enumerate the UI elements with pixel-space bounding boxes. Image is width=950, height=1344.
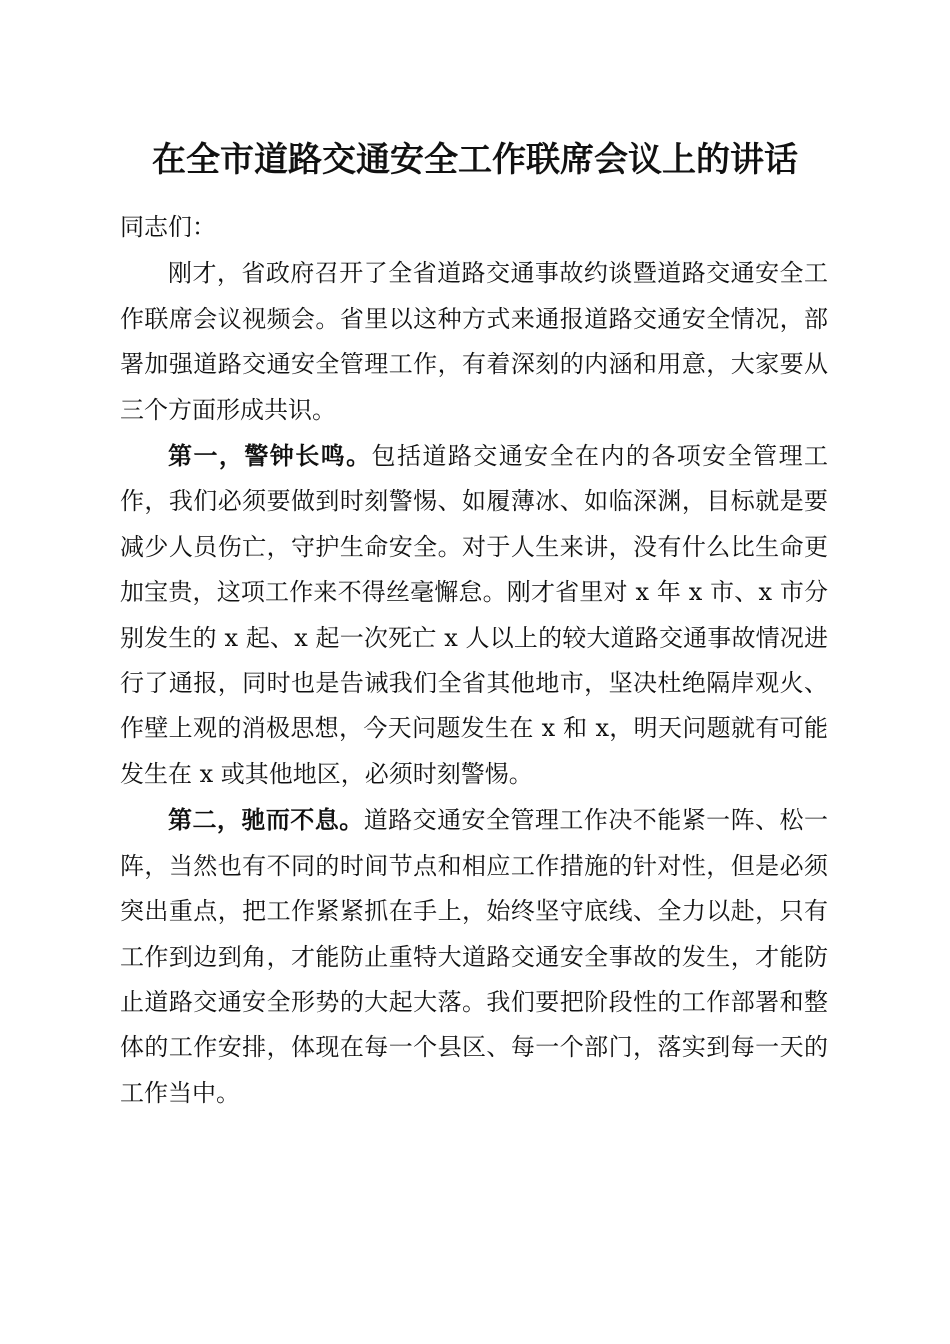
- document-title: 在全市道路交通安全工作联席会议上的讲话: [152, 140, 798, 180]
- paragraph-lead: 第二，驰而不息。: [168, 805, 364, 835]
- paragraph-intro: [120, 250, 828, 433]
- paragraph-first-point: [120, 433, 828, 797]
- paragraph-lead: 第一，警钟长鸣。: [168, 441, 372, 471]
- paragraph-second-point: [120, 797, 828, 1116]
- salutation: 同志们：: [120, 213, 216, 241]
- document-body: [120, 205, 828, 1116]
- paragraph-text: 包括道路交通安全在内的各项安全管理工作，我们必须要做到时刻警惕、如履薄冰、如临深渊，目标就是要减少人员伤亡，守护生命安全。对于人生来讲，没有什么比生命更加宝贵，这项工作来不得丝毫懈怠。刚才省里对 x 年 x 市、x 市分别发生的 x 起、x 起一次死亡 x 人以上的较大道路交通事故情况进行了通报，同时也是告诫我们全省其他地市，坚决杜绝隔岸观火、作壁上观的消极思想，今天问题发生在 x 和 x，明天问题就有可能发生在 x 或其他地区，必须时刻警惕。: [120, 442, 829, 788]
- paragraph-text: 刚才，省政府召开了全省道路交通事故约谈暨道路交通安全工作联席会议视频会。省里以这种方式来通报道路交通安全情况，部署加强道路交通安全管理工作，有着深刻的内涵和用意，大家要从三个方面形成共识。: [120, 259, 828, 424]
- paragraph-text: 道路交通安全管理工作决不能紧一阵、松一阵，当然也有不同的时间节点和相应工作措施的针对性，但是必须突出重点，把工作紧紧抓在手上，始终坚守底线、全力以赴，只有工作到边到角，才能防止重特大道路交通安全事故的发生，才能防止道路交通安全形势的大起大落。我们要把阶段性的工作部署和整体的工作安排，体现在每一个县区、每一个部门，落实到每一天的工作当中。: [120, 806, 829, 1107]
